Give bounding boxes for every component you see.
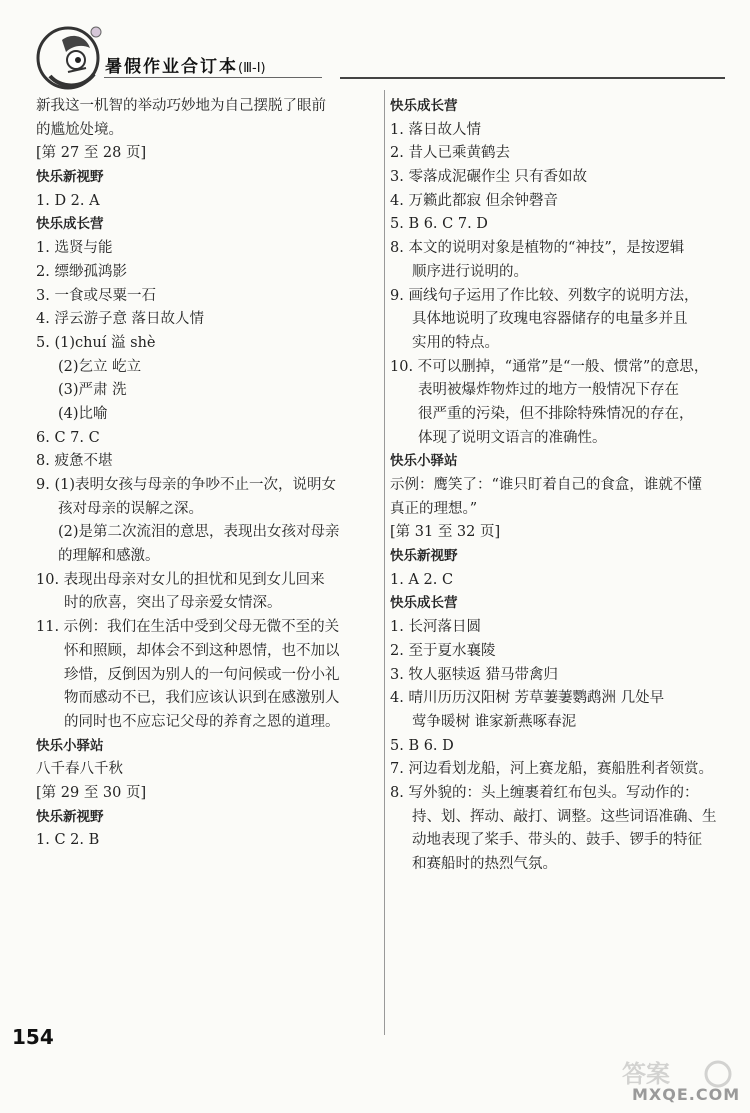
column-divider <box>384 90 385 1035</box>
answer-line: 1. 长河落日圆 <box>390 619 481 636</box>
answer-line: 的尴尬处境。 <box>36 121 123 138</box>
book-title <box>105 52 266 77</box>
page-header <box>0 0 750 100</box>
answer-line: 动地表现了桨手、带头的、鼓手、锣手的特征 <box>412 832 702 849</box>
section-heading: 快乐新视野 <box>36 808 104 825</box>
answer-line: 9. 画线句子运用了作比较、列数字的说明方法， <box>390 287 699 304</box>
answer-line: 物而感动不已，我们应该认识到在感激别人 <box>64 690 340 707</box>
answer-line: 珍惜，反倒因为别人的一句问候或一份小礼 <box>64 666 340 683</box>
answer-line: 10. 不可以删掉，“通常”是“一般、惯常”的意思， <box>390 358 709 375</box>
svg-text:答案: 答案 <box>622 1060 670 1088</box>
answer-line: 1. A 2. C <box>390 571 454 588</box>
answer-line: 时的欣喜，突出了母亲爱女情深。 <box>64 595 282 612</box>
answer-line: 表明被爆炸物炸过的地方一般情况下存在 <box>418 382 679 399</box>
answer-line: (3)严肃 洗 <box>58 382 127 399</box>
answer-line: 具体地说明了玫瑰电容器储存的电量多并且 <box>412 311 688 328</box>
answer-line: 1. 选贤与能 <box>36 240 113 257</box>
answer-line: 很严重的污染，但不排除特殊情况的存在， <box>418 405 694 422</box>
answer-line: [第 31 至 32 页] <box>390 524 501 541</box>
answer-line: 的同时也不应忘记父母的养育之恩的道理。 <box>64 713 340 730</box>
section-heading: 快乐成长营 <box>390 98 458 114</box>
answer-line: 和赛船时的热烈气氛。 <box>412 856 557 872</box>
answer-line: [第 27 至 28 页] <box>36 145 147 162</box>
answer-line: 4. 万籁此都寂 但余钟磬音 <box>390 192 559 209</box>
section-heading: 快乐成长营 <box>390 595 458 612</box>
answer-line: 莺争暖树 谁家新燕啄春泥 <box>412 713 577 730</box>
section-heading: 快乐成长营 <box>36 216 104 233</box>
answer-line: 8. 写外貌的：头上缠裹着红布包头。写动作的： <box>390 784 699 801</box>
answer-line: 的理解和感激。 <box>58 548 160 565</box>
answer-line: 9. (1)表明女孩与母亲的争吵不止一次，说明女 <box>36 477 336 493</box>
answer-line: 4. 浮云游子意 落日故人情 <box>36 311 205 328</box>
answer-line: 5. B 6. C 7. D <box>390 216 488 233</box>
answer-line: 1. C 2. B <box>36 832 100 849</box>
answer-line: 持、划、挥动、敲打、调整。这些词语准确、生 <box>412 808 717 825</box>
left-column <box>36 95 381 853</box>
answer-line: 真正的理想。” <box>390 500 478 517</box>
answer-line: 3. 一食或尽粟一石 <box>36 287 156 304</box>
answer-line: 2. 昔人已乘黄鹤去 <box>390 145 510 162</box>
section-heading: 快乐小驿站 <box>36 737 104 754</box>
answer-line: 示例：鹰笑了：“谁只盯着自己的食盒，谁就不懂 <box>390 477 702 493</box>
page-number: 154 <box>12 1025 54 1049</box>
header-rule <box>104 77 322 78</box>
answer-line: 孩对母亲的误解之深。 <box>58 500 203 517</box>
answer-line: 8. 本文的说明对象是植物的“神技”，是按逻辑 <box>390 240 685 257</box>
section-heading: 快乐新视野 <box>36 169 104 186</box>
answer-line: 7. 河边看划龙船，河上赛龙船，赛船胜利者领赏。 <box>390 761 713 778</box>
answer-line: 新我这一机智的举动巧妙地为自己摆脱了眼前 <box>36 98 326 114</box>
book-mascot-logo-icon <box>32 18 112 98</box>
book-volume: (Ⅲ-Ⅰ) <box>238 61 266 76</box>
answer-line: 怀和照顾，却体会不到这种恩情，也不加以 <box>64 642 340 659</box>
book-title-text: 暑假作业合订本 <box>105 57 238 77</box>
answer-line: 11. 示例：我们在生活中受到父母无微不至的关 <box>36 619 340 636</box>
answer-line: 2. 至于夏水襄陵 <box>390 642 496 659</box>
answer-line: 10. 表现出母亲对女儿的担忧和见到女儿回来 <box>36 571 325 588</box>
answer-line: 8. 疲惫不堪 <box>36 453 113 470</box>
answer-line: (2)是第二次流泪的意思，表现出女孩对母亲 <box>58 524 340 541</box>
answer-line: 体现了说明文语言的准确性。 <box>418 429 607 446</box>
answer-line: 4. 晴川历历汉阳树 芳草萋萋鹦鹉洲 几处早 <box>390 690 665 707</box>
section-heading: 快乐小驿站 <box>390 453 458 470</box>
answer-line: 3. 牧人驱犊返 猎马带禽归 <box>390 666 559 683</box>
answer-line: 2. 缥缈孤鸿影 <box>36 263 127 280</box>
answer-line: 5. (1)chuí 溢 shè <box>36 334 156 351</box>
answer-line: 实用的特点。 <box>412 334 499 351</box>
answer-line: (2)乞立 屹立 <box>58 358 142 375</box>
answer-line: 八千春八千秋 <box>36 761 123 778</box>
answer-line: 1. 落日故人情 <box>390 121 481 138</box>
answer-line: 顺序进行说明的。 <box>412 263 528 280</box>
header-rule-right <box>340 77 725 79</box>
answer-line: [第 29 至 30 页] <box>36 784 147 801</box>
watermark-text: MXQE.COM <box>632 1085 741 1104</box>
answer-line: 5. B 6. D <box>390 737 454 754</box>
answer-line: (4)比喻 <box>58 405 108 422</box>
answer-line: 3. 零落成泥碾作尘 只有香如故 <box>390 169 588 186</box>
section-heading: 快乐新视野 <box>390 548 458 565</box>
answer-line: 1. D 2. A <box>36 192 100 209</box>
right-column <box>390 95 720 877</box>
answer-line: 6. C 7. C <box>36 429 100 446</box>
